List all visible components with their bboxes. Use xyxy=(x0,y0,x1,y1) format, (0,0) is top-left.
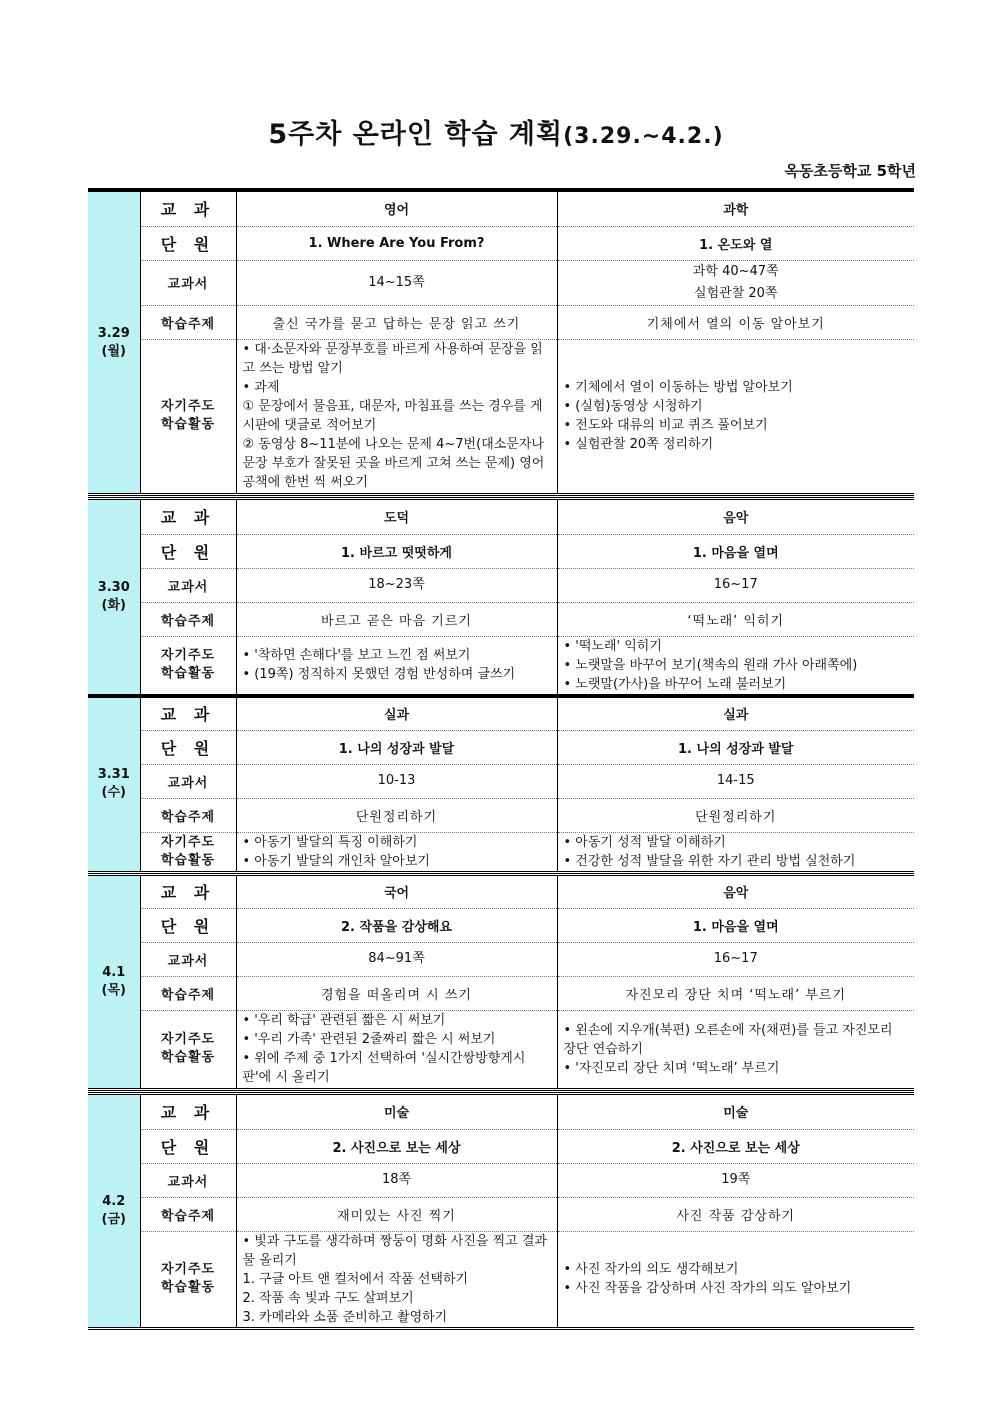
day-block xyxy=(88,1092,914,1330)
textbook-cell xyxy=(557,260,914,305)
topic-cell: 단원정리하기 xyxy=(236,798,557,832)
row-label: 교과서 xyxy=(140,260,236,305)
row-label-activity: 자기주도 학습활동 xyxy=(140,636,236,694)
row-label: 단 원 xyxy=(140,1129,236,1163)
textbook-cell xyxy=(557,764,914,798)
row-label: 교 과 xyxy=(140,1095,236,1129)
textbook-line: 18쪽 xyxy=(381,1172,412,1187)
date: 3.31 xyxy=(97,767,130,783)
row-label: 단 원 xyxy=(140,730,236,764)
activities-cell xyxy=(557,636,914,694)
textbook-cell xyxy=(236,568,557,602)
page-title xyxy=(0,112,992,151)
activity-item: • '우리 학급' 관련된 짧은 시 써보기 xyxy=(242,1013,446,1029)
title-range: (3.29.~4.2.) xyxy=(563,124,724,149)
textbook-cell xyxy=(236,260,557,305)
activities-cell xyxy=(557,1231,914,1327)
day-block xyxy=(88,192,914,496)
subject-cell: 미술 xyxy=(236,1095,557,1129)
topic-cell: 자진모리 장단 치며 ‘떡노래’ 부르기 xyxy=(557,976,914,1010)
row-label-activity: 자기주도 학습활동 xyxy=(140,1231,236,1327)
activities-cell xyxy=(236,339,557,493)
weekday: (수) xyxy=(101,785,126,801)
unit-cell: 1. 온도와 열 xyxy=(557,226,914,260)
weekday: (월) xyxy=(101,343,126,359)
activity-item: ① 문장에서 물음표, 대문자, 마침표를 쓰는 경우를 게시판에 댓글로 적어보기 xyxy=(242,399,543,434)
activity-item: • 사진 작가의 의도 생각해보기 xyxy=(563,1262,739,1278)
textbook-cell xyxy=(236,942,557,976)
topic-cell: 경험을 떠올리며 시 쓰기 xyxy=(236,976,557,1010)
date: 3.29 xyxy=(97,325,130,341)
day-block xyxy=(88,873,914,1091)
unit-cell: 1. 나의 성장과 발달 xyxy=(557,730,914,764)
row-label: 교과서 xyxy=(140,1163,236,1197)
textbook-line: 16~17 xyxy=(713,951,758,966)
activity-item: • (19쪽) 정직하지 못했던 경험 반성하며 글쓰기 xyxy=(242,667,516,682)
activity-item: • (실험)동영상 시청하기 xyxy=(563,399,703,415)
activity-item: • 건강한 성적 발달을 위한 자기 관리 방법 실천하기 xyxy=(563,853,856,869)
textbook-line: 10-13 xyxy=(377,773,416,788)
day-block xyxy=(88,497,914,697)
activities-cell xyxy=(236,1010,557,1088)
textbook-line: 14~15쪽 xyxy=(368,274,425,290)
textbook-cell xyxy=(557,1163,914,1197)
subject-cell: 과학 xyxy=(557,192,914,226)
activity-item: • '착하면 손해다'를 보고 느낀 점 써보기 xyxy=(242,648,471,663)
textbook-line: 과학 40~47쪽 xyxy=(692,263,779,279)
activities-cell xyxy=(236,636,557,694)
weekday: (목) xyxy=(101,983,126,998)
row-label: 단 원 xyxy=(140,226,236,260)
textbook-line: 14-15 xyxy=(716,773,755,788)
day-date-cell xyxy=(88,192,140,493)
subject-cell: 실과 xyxy=(557,698,914,730)
unit-cell: 2. 사진으로 보는 세상 xyxy=(557,1129,914,1163)
subject-cell: 음악 xyxy=(557,876,914,908)
activity-item: • 왼손에 지우개(북편) 오른손에 자(채편)를 들고 자진모리 장단 연습하기 xyxy=(563,1022,893,1057)
activity-item: ② 동영상 8~11분에 나오는 문제 4~7번(대소문자나 문장 부호가 잘못된 곳을 바르게 고쳐 쓰는 문제) 영어 공책에 한번 씩 써오기 xyxy=(242,437,545,491)
day-block xyxy=(88,695,914,874)
textbook-line: 84~91쪽 xyxy=(368,951,425,966)
row-label: 학습주제 xyxy=(140,798,236,832)
textbook-cell xyxy=(236,1163,557,1197)
row-label: 교 과 xyxy=(140,500,236,534)
textbook-cell xyxy=(236,764,557,798)
textbook-cell xyxy=(557,568,914,602)
row-label: 교 과 xyxy=(140,192,236,226)
weekday: (금) xyxy=(101,1212,126,1227)
row-label: 단 원 xyxy=(140,908,236,942)
activities-cell xyxy=(557,339,914,493)
subject-cell: 국어 xyxy=(236,876,557,908)
day-date-cell xyxy=(88,698,140,871)
row-label: 교 과 xyxy=(140,876,236,908)
topic-cell: 기체에서 열의 이동 알아보기 xyxy=(557,305,914,339)
weekday: (화) xyxy=(101,597,126,613)
activity-item: • 아동기 성적 발달 이해하기 xyxy=(563,834,726,850)
activity-item: 1. 구글 아트 앤 컬처에서 작품 선택하기 xyxy=(242,1271,469,1287)
unit-cell: 1. 마음을 열며 xyxy=(557,534,914,568)
activity-item: • 빛과 구도를 생각하며 짱둥이 명화 사진을 찍고 결과물 올리기 xyxy=(242,1233,547,1268)
activity-item: • 대·소문자와 문장부호를 바르게 사용하여 문장을 읽고 쓰는 방법 알기 xyxy=(242,342,543,377)
subject-cell: 도덕 xyxy=(236,500,557,534)
activity-item: 3. 카메라와 소품 준비하고 촬영하기 xyxy=(242,1309,448,1325)
activity-item: • '자진모리 장단 치며 ‘떡노래’ 부르기 xyxy=(563,1060,780,1076)
unit-cell: 1. 바르고 떳떳하게 xyxy=(236,534,557,568)
row-label-activity: 자기주도 학습활동 xyxy=(140,832,236,871)
date: 3.30 xyxy=(97,579,130,595)
topic-cell: 바르고 곧은 마음 기르기 xyxy=(236,602,557,636)
unit-cell: 1. 마음을 열며 xyxy=(557,908,914,942)
activities-cell xyxy=(557,1010,914,1088)
activity-item: • 기체에서 열이 이동하는 방법 알아보기 xyxy=(563,380,793,396)
activities-cell xyxy=(236,1231,557,1327)
activity-item: • 사진 작품을 감상하며 사진 작가의 의도 알아보기 xyxy=(563,1281,852,1297)
activity-item: • 노랫말을 바꾸어 보기(책속의 원래 가사 아래쪽에) xyxy=(563,657,858,673)
date: 4.2 xyxy=(102,1194,126,1209)
activity-item: • 과제 xyxy=(242,380,280,396)
activity-item: 2. 작품 속 빛과 구도 살펴보기 xyxy=(242,1290,414,1306)
textbook-cell xyxy=(557,942,914,976)
textbook-line: 18~23쪽 xyxy=(368,577,425,592)
row-label: 학습주제 xyxy=(140,976,236,1010)
topic-cell: ‘떡노래’ 익히기 xyxy=(557,602,914,636)
activity-item: • '떡노래' 익히기 xyxy=(563,638,662,654)
activities-cell xyxy=(236,832,557,871)
topic-cell: 사진 작품 감상하기 xyxy=(557,1197,914,1231)
row-label: 학습주제 xyxy=(140,602,236,636)
title-main: 5주차 온라인 학습 계획 xyxy=(268,119,564,150)
textbook-line: 16~17 xyxy=(713,577,758,592)
activity-item: • 노랫말(가사)을 바꾸어 노래 불러보기 xyxy=(563,676,787,692)
topic-cell: 출신 국가를 묻고 답하는 문장 읽고 쓰기 xyxy=(236,305,557,339)
row-label-activity: 자기주도 학습활동 xyxy=(140,339,236,493)
school-label: 옥동초등학교 5학년 xyxy=(784,162,916,180)
activity-item: • 전도와 대류의 비교 퀴즈 풀어보기 xyxy=(563,418,768,434)
row-label: 교 과 xyxy=(140,698,236,730)
row-label-activity: 자기주도 학습활동 xyxy=(140,1010,236,1088)
row-label: 학습주제 xyxy=(140,1197,236,1231)
row-label: 교과서 xyxy=(140,764,236,798)
day-date-cell xyxy=(88,1095,140,1327)
activity-item: • 아동기 발달의 개인차 알아보기 xyxy=(242,853,430,869)
textbook-line: 실험관찰 20쪽 xyxy=(694,285,778,301)
row-label: 교과서 xyxy=(140,942,236,976)
day-date-cell xyxy=(88,500,140,694)
subject-cell: 실과 xyxy=(236,698,557,730)
subject-cell: 미술 xyxy=(557,1095,914,1129)
activity-item: • '우리 가족' 관련된 2줄짜리 짧은 시 써보기 xyxy=(242,1032,496,1048)
date: 4.1 xyxy=(102,965,126,980)
topic-cell: 재미있는 사진 찍기 xyxy=(236,1197,557,1231)
unit-cell: 2. 작품을 감상해요 xyxy=(236,908,557,942)
activity-item: • 실험관찰 20쪽 정리하기 xyxy=(563,437,714,453)
row-label: 학습주제 xyxy=(140,305,236,339)
row-label: 교과서 xyxy=(140,568,236,602)
topic-cell: 단원정리하기 xyxy=(557,798,914,832)
row-label: 단 원 xyxy=(140,534,236,568)
activity-item: • 아동기 발달의 특징 이해하기 xyxy=(242,834,418,850)
unit-cell: 1. 나의 성장과 발달 xyxy=(236,730,557,764)
textbook-line: 19쪽 xyxy=(721,1172,751,1187)
subject-cell: 음악 xyxy=(557,500,914,534)
unit-cell: 1. Where Are You From? xyxy=(236,226,557,260)
unit-cell: 2. 사진으로 보는 세상 xyxy=(236,1129,557,1163)
day-date-cell xyxy=(88,876,140,1088)
activities-cell xyxy=(557,832,914,871)
subject-cell: 영어 xyxy=(236,192,557,226)
activity-item: • 위에 주제 중 1가지 선택하여 '실시간쌍방향게시판'에 시 올리기 xyxy=(242,1051,526,1086)
